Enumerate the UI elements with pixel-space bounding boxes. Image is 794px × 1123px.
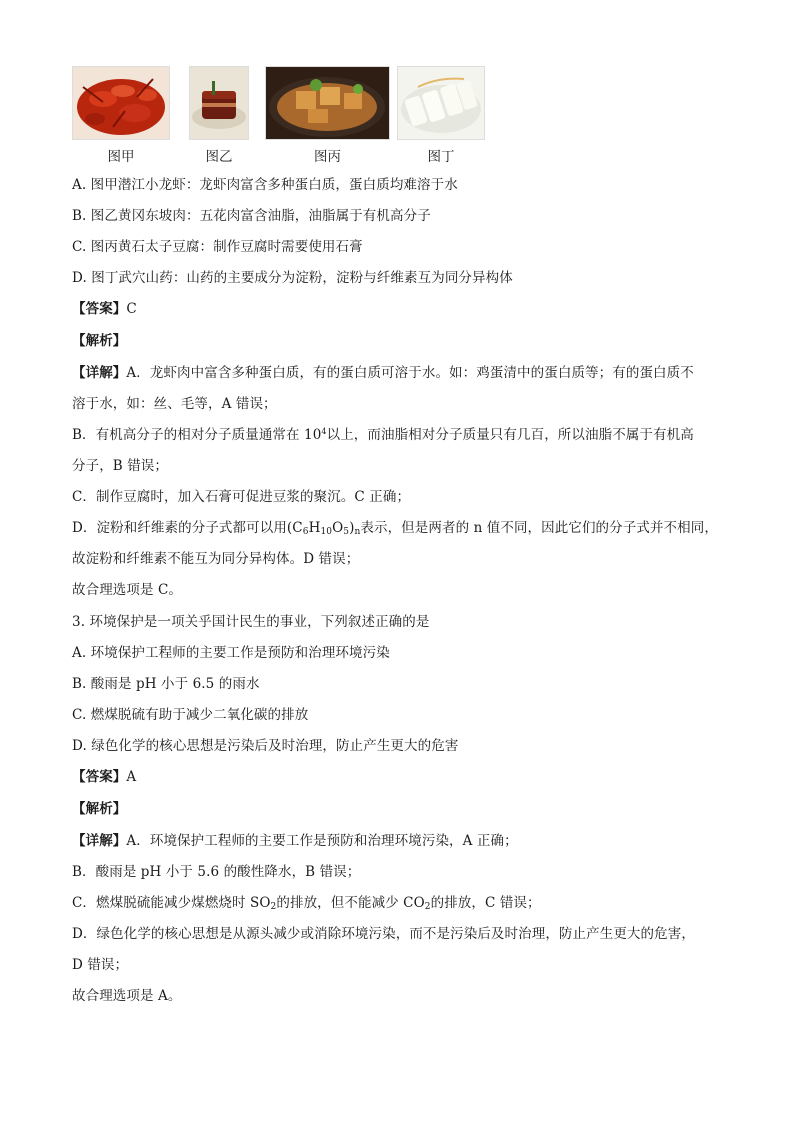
yam-photo [397,66,485,140]
q3-option-d: D. 绿色化学的核心思想是污染后及时治理，防止产生更大的危害 [72,738,459,754]
q3-option-b: B. 酸雨是 pH 小于 6.5 的雨水 [72,676,260,692]
q2-detail-line-1: 【详解】A．龙虾肉中富含多种蛋白质，有的蛋白质可溶于水。如：鸡蛋清中的蛋白质等；有的蛋白质不 [72,365,694,381]
figure-caption: 图丙 [314,149,341,165]
q3-analysis-tag: 【解析】 [72,801,127,817]
q3-conclusion: 故合理选项是 A。 [72,988,182,1004]
answer-tag: 【答案】 [72,301,127,317]
q2-detail-line-3: B．有机高分子的相对分子质量通常在 $10^4$以上，而油脂相对分子质量只有几百，所以油脂不属于有机高 [72,427,694,443]
q3-answer [72,765,136,785]
q2-option-b: B. 图乙黄冈东坡肉：五花肉富含油脂，油脂属于有机高分子 [72,208,431,224]
answer-value: C [126,301,137,317]
answer-tag: 【答案】 [72,769,127,785]
figure-caption: 图甲 [107,149,135,165]
q2-analysis-tag: 【解析】 [72,333,127,349]
q2-detail-line-2: 溶于水，如：丝、毛等，A 错误； [72,396,277,412]
q3-detail-line-4: D．绿色化学的核心思想是从源头减少或消除环境污染，而不是污染后及时治理，防止产生更大的危害， [72,926,695,942]
figure-ding [397,66,485,165]
tofu-photo [265,66,390,140]
q2-option-a: A. 图甲潜江小龙虾：龙虾肉富含多种蛋白质，蛋白质均难溶于水 [72,177,458,193]
figure-jia [72,66,170,165]
dongpo-pork-photo [189,66,249,140]
detail-tag: 【详解】 [72,365,127,381]
q3-option-c: C. 燃煤脱硫有助于减少二氧化碳的排放 [72,707,309,723]
figure-caption: 图乙 [205,149,233,165]
q2-option-d: D. 图丁武穴山药：山药的主要成分为淀粉，淀粉与纤维素互为同分异构体 [72,270,513,286]
q3-detail-line-3: C．燃煤脱硫能减少煤燃烧时 $SO_2$的排放，但不能减少 $CO_2$的排放，C 错误； [72,895,541,912]
figure-yi [189,66,249,165]
q3-option-a: A. 环境保护工程师的主要工作是预防和治理环境污染 [72,645,390,661]
q3-detail-line-1: 【详解】A．环境保护工程师的主要工作是预防和治理环境污染，A 正确； [72,833,518,849]
q2-detail-line-4: 分子，B 错误； [72,458,169,474]
crayfish-photo [72,66,170,140]
answer-value: A [126,769,137,785]
q3-detail-line-5: D 错误； [72,957,129,973]
q3-stem: 3. 环境保护是一项关乎国计民生的事业，下列叙述正确的是 [72,614,430,630]
detail-tag: 【详解】 [72,833,127,849]
q2-conclusion: 故合理选项是 C。 [72,582,183,598]
q2-detail-line-5: C．制作豆腐时，加入石膏可促进豆浆的聚沉。C 正确； [72,489,411,505]
q2-option-c: C. 图丙黄石太子豆腐：制作豆腐时需要使用石膏 [72,239,363,255]
q3-detail-line-2: B．酸雨是 pH 小于 5.6 的酸性降水，B 错误； [72,864,361,880]
q2-detail-line-6: D．淀粉和纤维素的分子式都可以用$(C_6H_{10}O_5)_n$表示，但是两者的 n 值不同，因此它们的分子式并不相同， [72,520,718,537]
q2-answer [72,297,137,317]
figure-caption: 图丁 [427,149,455,165]
q2-detail-line-7: 故淀粉和纤维素不能互为同分异构体。D 错误； [72,551,360,567]
figure-bing [265,66,390,165]
